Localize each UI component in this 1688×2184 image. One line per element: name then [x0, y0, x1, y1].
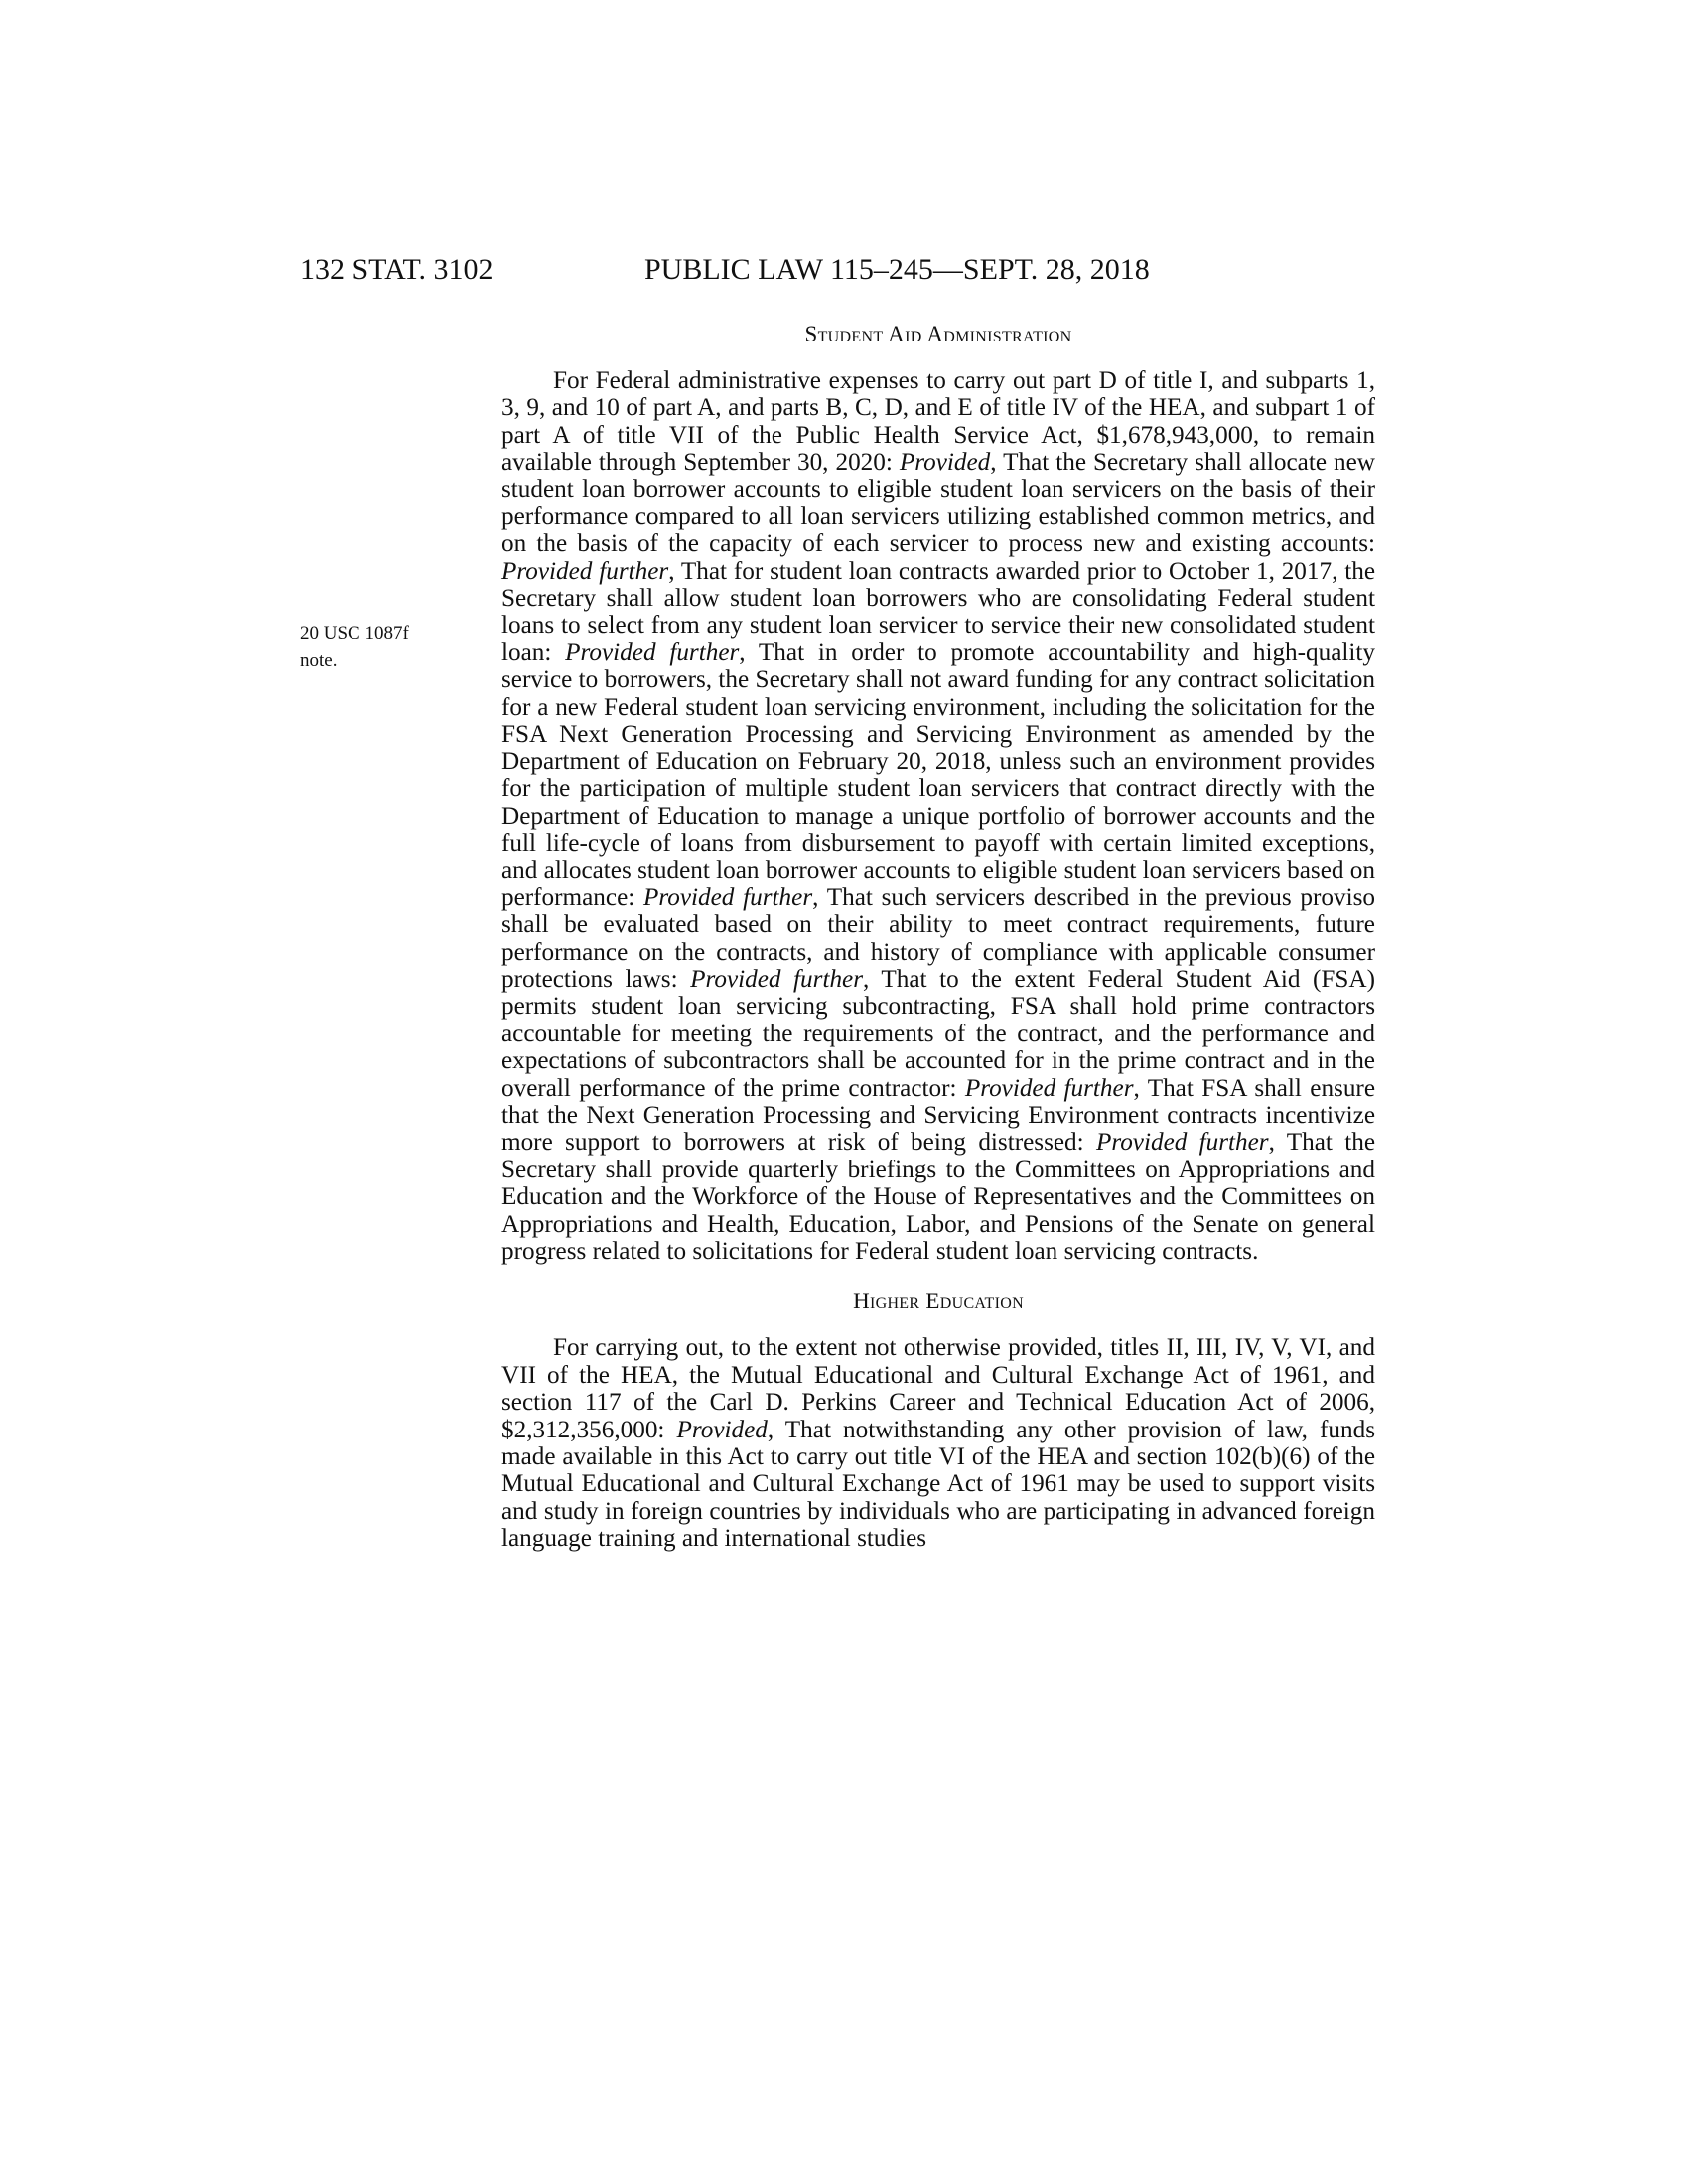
proviso-phrase: Provided further — [964, 1074, 1134, 1102]
text-run: , That in order to promote accountability and high-quality service to borrowers, the Secretary shall not award funding for any contract solicitation for a new Federal student loan servicing environment, including the solicitation for the FSA Next Generation Processing and Servicing Environment as amended by the Department of Education on February 20, 2018, unless such an environment provides for the participation of multiple student loan servicers that contract directly with the Department of Education to manage a unique portfolio of borrower accounts and the full life-cycle of loans from disbursement to payoff with certain limited exceptions, and allocates student loan borrower accounts to eligible student loan servicers based on performance: — [501, 639, 1375, 911]
text-run: , That to the extent Federal Student Aid (FSA) permits student loan servicing subcontracting, FSA shall hold prime contractors accountable for meeting the requirements of the contract, and the performance and expectations of subcontractors shall be accounted for in the prime contract and in the overall performance of the prime contractor: — [501, 965, 1376, 1102]
proviso-phrase: Provided further — [501, 557, 669, 585]
proviso-phrase: Provided further — [1095, 1129, 1269, 1157]
proviso-phrase: Provided further — [565, 639, 740, 667]
text-run: For Federal administrative expenses to carry out part D of title I, and subparts 1, 3, 9, and 10 of part A, and parts B, C, D, and E of title IV of the HEA, and subpart 1 of part A of title VII of the Public Health Service Act, $1,678,943,000, to remain available through September 30, 2020: — [501, 367, 1375, 477]
proviso-phrase: Provided — [899, 449, 991, 477]
paragraph-student-aid-administration — [501, 367, 1375, 1265]
section-heading-higher-education: Higher Education — [853, 1289, 1024, 1314]
text-run: , That FSA shall ensure that the Next Generation Processing and Servicing Environment contracts incentivize more support to borrowers at risk of being distressed: — [501, 1074, 1375, 1157]
proviso-phrase: Provided — [676, 1416, 768, 1443]
paragraph-higher-education — [501, 1334, 1375, 1552]
proviso-phrase: Provided further — [690, 965, 864, 993]
running-head — [300, 250, 1293, 290]
public-law-title: PUBLIC LAW 115–245—SEPT. 28, 2018 — [644, 253, 1150, 286]
margin-note — [300, 620, 489, 674]
proviso-phrase: Provided further — [643, 884, 813, 911]
section-heading-student-aid-administration: Student Aid Administration — [804, 322, 1072, 346]
text-run: , That notwithstanding any other provision of law, funds made available in this Act to carry out title VI of the HEA and section 102(b)(6) of the Mutual Educational and Cultural Exchange Act of 1961 may be used to support visits and study in foreign countries by individuals who are participating in advanced foreign language training and international studies — [501, 1416, 1376, 1553]
stat-page-number: 132 STAT. 3102 — [300, 253, 493, 286]
text-run: For carrying out, to the extent not otherwise provided, titles II, III, IV, V, VI, and VII of the HEA, the Mutual Educational and Cultural Exchange Act of 1961, and section 117 of the Carl D. Perkins Career and Technical Education Act of 2006, $2,312,356,000: — [501, 1334, 1375, 1443]
text-column — [501, 320, 1375, 1553]
text-run: , That for student loan contracts awarded prior to October 1, 2017, the Secretary shall allow student loan borrowers who are consolidating Federal student loans to select from any student loan servicer to service their new consolidated student loan: — [501, 557, 1375, 667]
text-run: , That the Secretary shall provide quarterly briefings to the Committees on Appropriations and Education and the Workforce of the House of Representatives and the Committees on Appropriations and Health, Education, Labor, and Pensions of the Senate on general progress related to solicitations for Federal student loan servicing contracts. — [501, 1129, 1375, 1265]
text-run: , That the Secretary shall allocate new student loan borrower accounts to eligible student loan servicers on the basis of their performance compared to all loan servicers utilizing established common metrics, and on the basis of the capacity of each servicer to process new and existing accounts: — [501, 449, 1375, 558]
margin-note-citation: 20 USC 1087f — [300, 623, 409, 644]
text-run: , That such servicers described in the previous proviso shall be evaluated based on their ability to meet contract requirements, future performance on the contracts, and history of compliance with applicable consumer protections laws: — [501, 884, 1375, 993]
margin-note-label: note. — [300, 650, 338, 671]
